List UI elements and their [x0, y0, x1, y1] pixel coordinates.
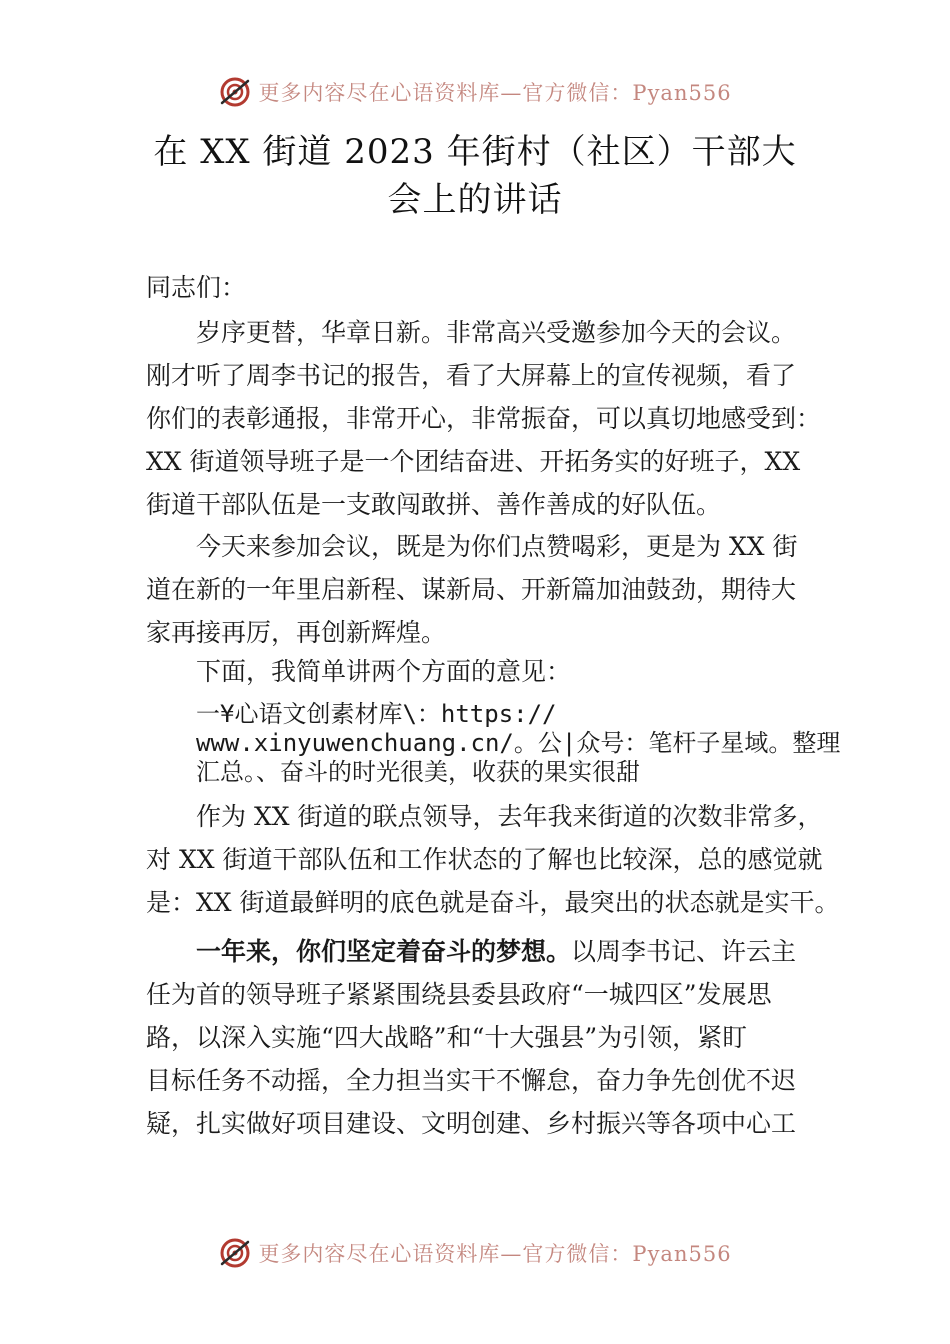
watermark-text: 更多内容尽在心语资料库—官方微信：Pyan556	[258, 1242, 732, 1266]
document-title	[100, 128, 850, 224]
text-line: 你们的表彰通报，非常开心，非常振奋，可以真切地感受到：	[146, 404, 822, 433]
text-line: 道在新的一年里启新程、谋新局、开新篇加油鼓劲，期待大	[146, 575, 797, 604]
paragraph-5	[0, 930, 796, 1145]
text-line: 作为 XX 街道的联点领导，去年我来街道的次数非常多，	[196, 802, 823, 831]
spiral-logo-icon	[218, 1236, 252, 1270]
text-line	[0, 930, 796, 973]
text-line: 对 XX 街道干部队伍和工作状态的了解也比较深，总的感觉就	[146, 845, 823, 874]
text-line: 目标任务不动摇，全力担当实干不懈怠，奋力争先创优不迟	[146, 1066, 797, 1095]
salutation	[146, 266, 246, 309]
inline-text: 以周李书记、许云主	[571, 937, 797, 966]
paragraph-2	[0, 525, 798, 654]
paragraph-1	[0, 311, 821, 526]
text-line: 刚才听了周李书记的报告，看了大屏幕上的宣传视频，看了	[146, 361, 797, 390]
text-line: 一¥心语文创素材库\：https://	[196, 700, 557, 728]
watermark-header	[0, 72, 950, 112]
watermark-text: 更多内容尽在心语资料库—官方微信：Pyan556	[258, 81, 732, 105]
text-line: 任为首的领导班子紧紧围绕县委县政府“一城四区”发展思	[146, 980, 772, 1009]
title-line: 在 XX 街道 2023 年街村（社区）干部大	[153, 132, 797, 172]
text-line: www.xinyuwenchuang.cn/。公|众号：笔杆子星域。整理	[196, 729, 841, 757]
text-line: XX 街道领导班子是一个团结奋进、开拓务实的好班子，XX	[146, 447, 801, 476]
bold-lead-sentence: 一年来，你们坚定着奋斗的梦想。	[196, 937, 572, 966]
text-line: 汇总。、奋斗的时光很美，收获的果实很甜	[196, 758, 640, 786]
text-line: 街道干部队伍是一支敢闯敢拼、善作善成的好队伍。	[146, 490, 722, 519]
title-line: 会上的讲话	[387, 180, 563, 220]
text-line: 是：XX 街道最鲜明的底色就是奋斗，最突出的状态就是实干。	[146, 888, 840, 917]
inserted-promo-text	[196, 700, 840, 787]
spiral-logo-icon	[218, 75, 252, 109]
text-line: 路，以深入实施“四大战略”和“十大强县”为引领，紧盯	[146, 1023, 748, 1052]
text-line: 下面，我简单讲两个方面的意见：	[196, 657, 572, 686]
watermark-footer	[0, 1233, 950, 1273]
text-line: 今天来参加会议，既是为你们点赞喝彩，更是为 XX 街	[196, 532, 798, 561]
salutation-text: 同志们：	[146, 273, 247, 302]
text-line: 岁序更替，华章日新。非常高兴受邀参加今天的会议。	[196, 318, 797, 347]
text-line: 家再接再厉，再创新辉煌。	[146, 618, 447, 647]
text-line: 疑，扎实做好项目建设、文明创建、乡村振兴等各项中心工	[146, 1109, 797, 1138]
paragraph-3	[0, 650, 571, 693]
paragraph-4	[0, 795, 840, 924]
